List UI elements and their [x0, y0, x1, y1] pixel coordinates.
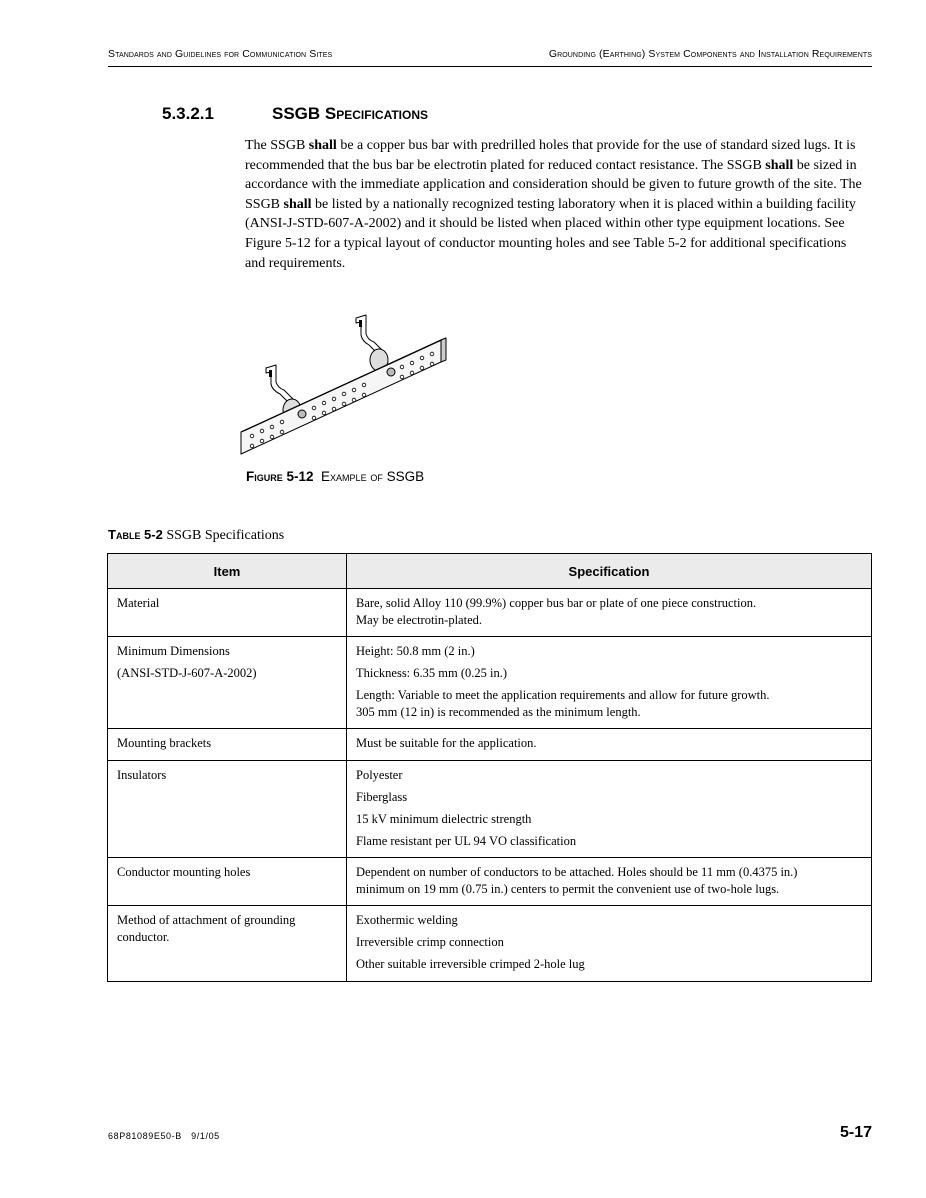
footer-doc-id: 68P81089E50-B 9/1/05 [108, 1131, 220, 1141]
row-specification [347, 637, 872, 729]
column-header-specification: Specification [347, 554, 872, 589]
spec-text: May be electrotin-plated. [356, 612, 482, 627]
table-row [108, 637, 872, 729]
row-specification [347, 589, 872, 637]
para-text: be a copper bus bar with predrilled holes that provide for the use of standard sized lugs. It is recommended that the bus bar be electrotin plated for reduced contact resistance. The SSGB [245, 138, 856, 173]
page-number: 5-17 [839, 1124, 872, 1141]
row-item [108, 760, 347, 858]
row-item [108, 637, 347, 729]
table-row [108, 729, 872, 761]
spec-text: Flame resistant per UL 94 VO classification [356, 833, 577, 848]
spec-text: Length: Variable to meet the application requirements and allow for future growth. [356, 688, 770, 702]
spec-text: minimum on 19 mm (0.75 in.) centers to permit the convenient use of two-hole lugs. [356, 881, 780, 896]
figure-caption-text: Example of SSGB [321, 469, 425, 484]
figure-caption [246, 469, 424, 484]
para-text: be sized in accordance with the immediate application and consideration should be given to future growth of the site. The SSGB [245, 157, 862, 212]
spec-text: Fiberglass [356, 789, 408, 804]
item-text: Insulators [117, 767, 167, 782]
section-number: 5.3.2.1 [162, 104, 214, 123]
section-title: SSGB Specifications [272, 104, 429, 123]
spec-text: Other suitable irreversible crimped 2-hole lug [356, 957, 585, 971]
para-shall: shall [765, 157, 794, 173]
item-text: conductor. [117, 929, 170, 944]
item-text: Material [117, 596, 160, 610]
spec-text: Exothermic welding [356, 913, 458, 927]
spec-text: Irreversible crimp connection [356, 935, 504, 949]
spec-text: Bare, solid Alloy 110 (99.9%) copper bus bar or plate of one piece construction. [356, 596, 757, 610]
table-row [108, 906, 872, 982]
table-label: Table 5-2 [108, 527, 163, 542]
item-text: Method of attachment of grounding [117, 913, 296, 927]
item-text: Mounting brackets [117, 736, 212, 750]
spec-text: Must be suitable for the application. [356, 736, 537, 750]
table-row [108, 858, 872, 906]
body-paragraph [245, 136, 870, 273]
table-caption [108, 527, 284, 544]
spec-text: 305 mm (12 in) is recommended as the minimum length. [356, 704, 641, 719]
item-text: Conductor mounting holes [117, 865, 251, 879]
table-row [108, 760, 872, 858]
spec-text: Thickness: 6.35 mm (0.25 in.) [356, 666, 508, 680]
table-header-row [108, 554, 872, 589]
spec-text: 15 kV minimum dielectric strength [356, 811, 532, 826]
row-specification [347, 906, 872, 982]
spec-text: Dependent on number of conductors to be attached. Holes should be 11 mm (0.4375 in.) [356, 865, 798, 879]
running-header-left: Standards and Guidelines for Communication Sites [108, 48, 333, 60]
table-row [108, 589, 872, 637]
spec-text: Height: 50.8 mm (2 in.) [356, 644, 475, 658]
para-text: be listed by a nationally recognized testing laboratory when it is placed within a building facility (ANSI-J-STD-607-A-2002) and it should be listed when placed within other type equipment locations. See Figure 5-12 for a typical layout of conductor mounting holes and see Table 5-2 for additional specifications and requirements. [245, 196, 856, 271]
column-header-item: Item [108, 554, 347, 589]
row-specification [347, 858, 872, 906]
item-text: Minimum Dimensions [117, 644, 230, 658]
row-specification [347, 760, 872, 858]
para-shall: shall [308, 138, 337, 153]
row-specification [347, 729, 872, 761]
header-rule [108, 66, 872, 67]
table-caption-text: SSGB Specifications [166, 528, 285, 543]
row-item [108, 858, 347, 906]
row-item [108, 906, 347, 982]
running-header-right: Grounding (Earthing) System Components and Installation Requirements [548, 48, 872, 60]
spec-text: Polyester [356, 767, 403, 782]
para-shall: shall [283, 196, 312, 212]
ssgb-specifications-table [107, 553, 872, 982]
ssgb-illustration [236, 310, 454, 458]
para-text: The SSGB [245, 138, 309, 153]
row-item [108, 729, 347, 761]
figure-label: Figure 5-12 [246, 469, 314, 484]
row-item [108, 589, 347, 637]
item-text: (ANSI-STD-J-607-A-2002) [117, 666, 257, 680]
section-heading [162, 104, 428, 124]
